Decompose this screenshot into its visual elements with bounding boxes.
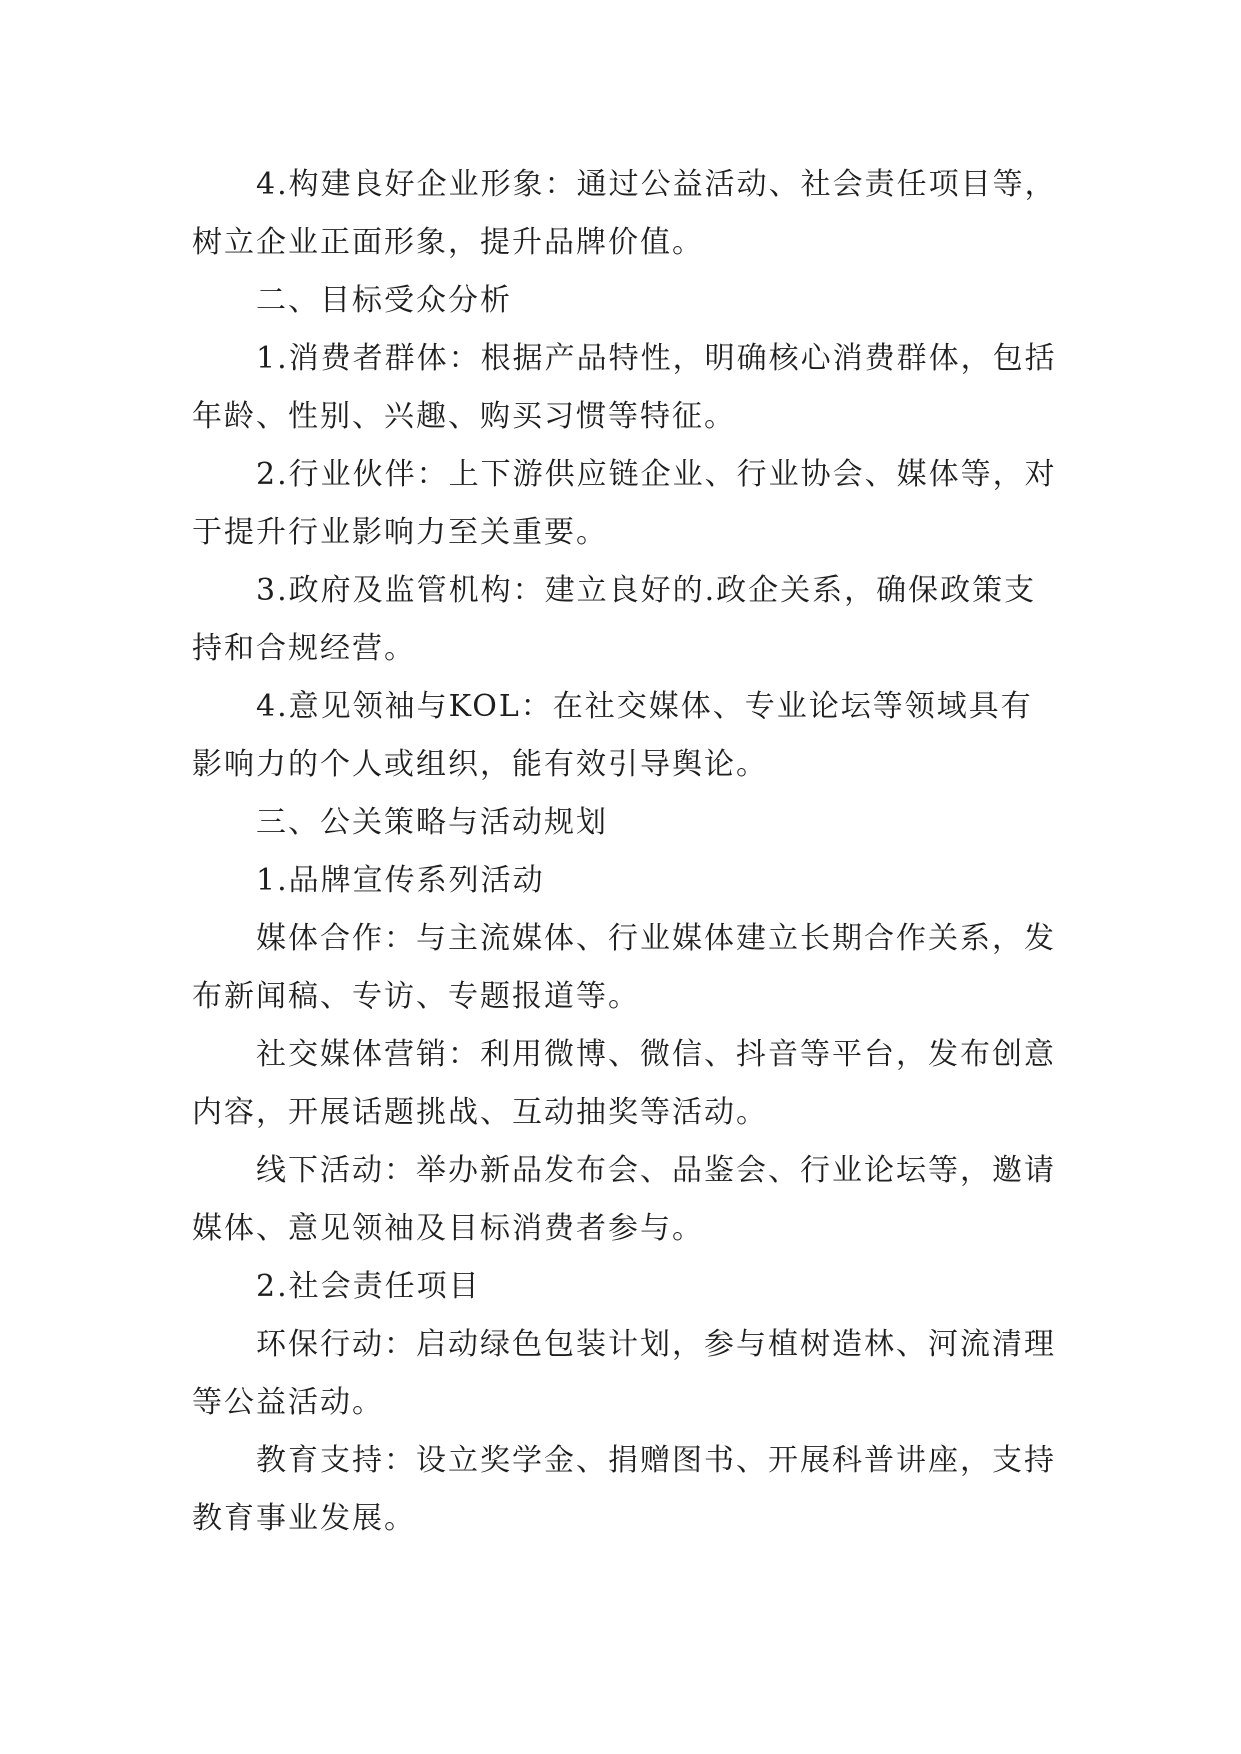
subheading-brand-campaign: 1.品牌宣传系列活动 [256,863,545,898]
paragraph-social-media: 社交媒体营销：利用微博、微信、抖音等平台，发布创意内容，开展话题挑战、互动抽奖等活动。 [192,1037,1056,1130]
section-heading-target-audience: 二、目标受众分析 [256,283,512,318]
document-body [192,156,1062,1548]
paragraph-goal-4: 4.构建良好企业形象：通过公益活动、社会责任项目等，树立企业正面形象，提升品牌价值。 [192,167,1057,260]
paragraph-audience-3: 3.政府及监管机构：建立良好的.政企关系，确保政策支持和合规经营。 [192,573,1037,666]
paragraph-media-cooperation: 媒体合作：与主流媒体、行业媒体建立长期合作关系，发布新闻稿、专访、专题报道等。 [192,921,1056,1014]
subheading-social-responsibility: 2.社会责任项目 [256,1269,481,1304]
paragraph-education: 教育支持：设立奖学金、捐赠图书、开展科普讲座，支持教育事业发展。 [192,1443,1056,1536]
paragraph-environmental: 环保行动：启动绿色包装计划，参与植树造林、河流清理等公益活动。 [192,1327,1056,1420]
paragraph-offline-events: 线下活动：举办新品发布会、品鉴会、行业论坛等，邀请媒体、意见领袖及目标消费者参与。 [192,1153,1056,1246]
paragraph-audience-4: 4.意见领袖与KOL：在社交媒体、专业论坛等领域具有影响力的个人或组织，能有效引导舆论。 [192,689,1033,782]
paragraph-audience-2: 2.行业伙伴：上下游供应链企业、行业协会、媒体等，对于提升行业影响力至关重要。 [192,457,1057,550]
paragraph-audience-1: 1.消费者群体：根据产品特性，明确核心消费群体，包括年龄、性别、兴趣、购买习惯等特征。 [192,341,1057,434]
section-heading-pr-strategy: 三、公关策略与活动规划 [256,805,608,840]
